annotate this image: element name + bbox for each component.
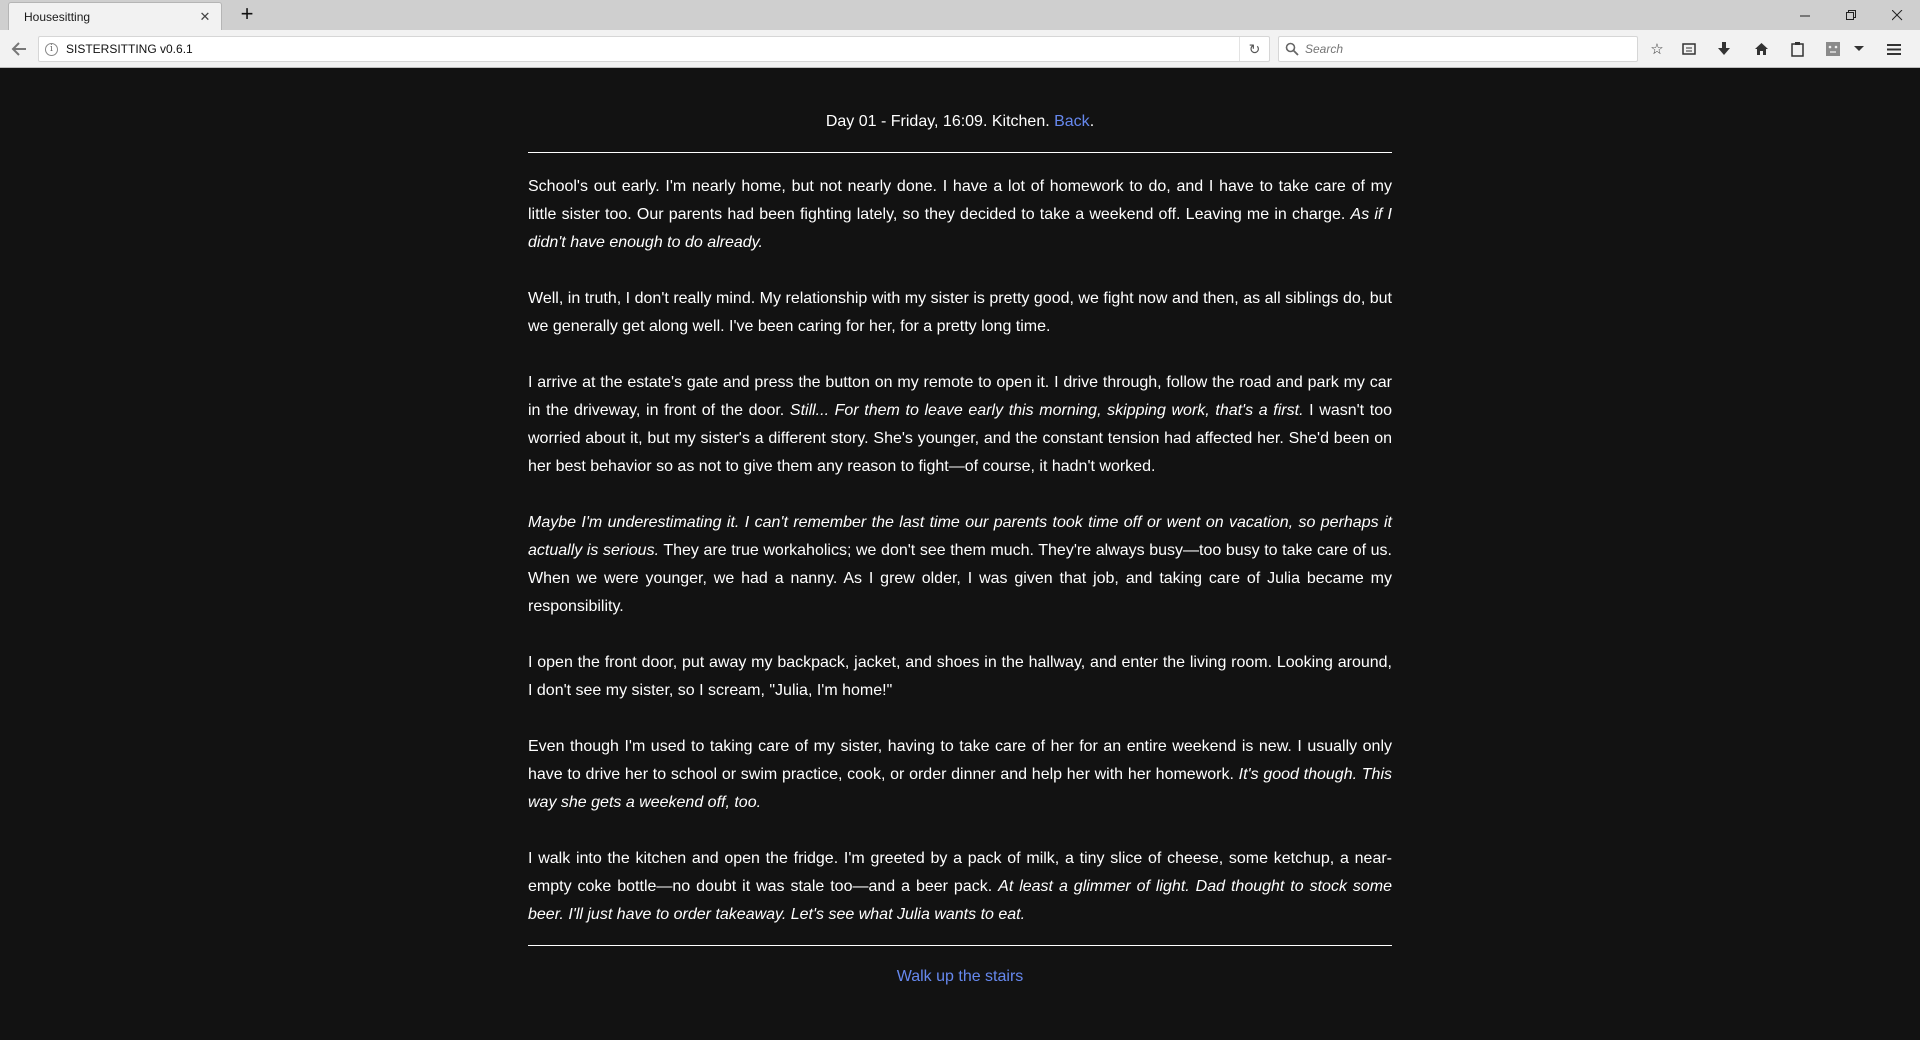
- address-bar[interactable]: [38, 36, 1270, 62]
- url-text[interactable]: SISTERSITTING v0.6.1: [66, 42, 193, 56]
- browser-tab[interactable]: [8, 2, 222, 30]
- narration-text: Well, in truth, I don't really mind. My relationship with my sister is pretty good, we fight now and then, as all siblings do, but we generally get along well. I've been caring for her, for a pretty long time.: [528, 290, 1392, 335]
- inner-thought-text: Maybe I'm underestimating it. I can't remember the last time our parents took time off or went on vacation, so perhaps it actually is serious.: [528, 514, 1392, 559]
- narration-text: I wasn't too worried about it, but my sister's a different story. She's younger, and the constant tension had affected her. She'd been on her best behavior so as not to give them any reason to fight—of course, it hadn't worked.: [528, 402, 1393, 475]
- dropdown-icon[interactable]: [1848, 39, 1870, 59]
- reload-icon[interactable]: ↻: [1239, 37, 1269, 61]
- bookmark-star-icon[interactable]: ☆: [1650, 41, 1664, 58]
- inner-thought-text: At least a glimmer of light. Dad thought to stock some beer. I'll just have to order takeaway. Let's see what Julia wants to eat.: [528, 878, 1393, 923]
- narration-text: I arrive at the estate's gate and press the button on my remote to open it. I drive through, follow the road and park my car in the driveway, in front of the door.: [528, 374, 1392, 419]
- clipboard-icon[interactable]: [1786, 39, 1808, 59]
- story-body: [528, 153, 1392, 929]
- story-paragraph: [528, 509, 1392, 621]
- search-input[interactable]: [1305, 42, 1605, 56]
- story-paragraph: [528, 649, 1392, 705]
- search-box[interactable]: [1278, 36, 1638, 62]
- narration-text: Even though I'm used to taking care of my sister, having to take care of her for an entire weekend is new. I usually only have to drive her to school or swim practice, cook, or order dinner and help her with her homework.: [528, 738, 1392, 783]
- header-period: .: [1089, 113, 1095, 130]
- inner-thought-text: As if I didn't have enough to do already.: [528, 206, 1392, 251]
- tab-strip: [0, 0, 1920, 30]
- minimize-icon[interactable]: [1782, 0, 1828, 30]
- menu-icon[interactable]: [1883, 39, 1905, 59]
- narration-text: School's out early. I'm nearly home, but not nearly done. I have a lot of homework to do, and I have to take care of my little sister too. Our parents had been fighting lately, so they decided to take a weekend off. Leaving me in charge.: [528, 178, 1392, 223]
- story-paragraph: [528, 285, 1392, 341]
- story-paragraph: [528, 173, 1392, 257]
- narration-text: I open the front door, put away my backpack, jacket, and shoes in the hallway, and enter the living room. Looking around, I don't see my sister, so I scream, "Julia, I'm home!": [528, 654, 1392, 699]
- story-paragraph: [528, 733, 1392, 817]
- passage: [528, 68, 1392, 986]
- inner-thought-text: Still... For them to leave early this morning, skipping work, that's a first.: [789, 402, 1304, 419]
- tab-close-icon[interactable]: ✕: [199, 8, 211, 24]
- new-tab-button[interactable]: +: [240, 1, 254, 26]
- story-page: [0, 68, 1920, 1040]
- navigation-toolbar: [0, 30, 1920, 68]
- back-arrow-icon[interactable]: [7, 37, 31, 61]
- tab-title: Housesitting: [24, 9, 91, 24]
- choice-link-walk-up-stairs[interactable]: Walk up the stairs: [896, 968, 1024, 985]
- story-paragraph: [528, 845, 1392, 929]
- inner-thought-text: It's good though. This way she gets a weekend off, too.: [528, 766, 1392, 811]
- extension-icon[interactable]: [1822, 39, 1844, 59]
- info-icon[interactable]: i: [45, 43, 58, 56]
- passage-header: [528, 68, 1392, 152]
- narration-text: They are true workaholics; we don't see them much. They're always busy—too busy to take care of us. When we were younger, we had a nanny. As I grew older, I was given that job, and taking care of Julia became my responsibility.: [528, 542, 1392, 615]
- narration-text: I walk into the kitchen and open the fridge. I'm greeted by a pack of milk, a tiny slice of cheese, some ketchup, a near-empty coke bottle—no doubt it was stale too—and a beer pack.: [528, 850, 1392, 895]
- back-link[interactable]: Back: [1054, 113, 1090, 130]
- close-icon[interactable]: [1874, 0, 1920, 30]
- story-paragraph: [528, 369, 1392, 481]
- restore-icon[interactable]: [1828, 0, 1874, 30]
- home-icon[interactable]: [1750, 39, 1772, 59]
- search-icon: [1285, 42, 1299, 56]
- download-icon[interactable]: [1713, 39, 1735, 59]
- reading-list-icon[interactable]: [1678, 39, 1700, 59]
- header-text: Day 01 - Friday, 16:09. Kitchen.: [825, 113, 1055, 130]
- choice-area: [528, 946, 1392, 986]
